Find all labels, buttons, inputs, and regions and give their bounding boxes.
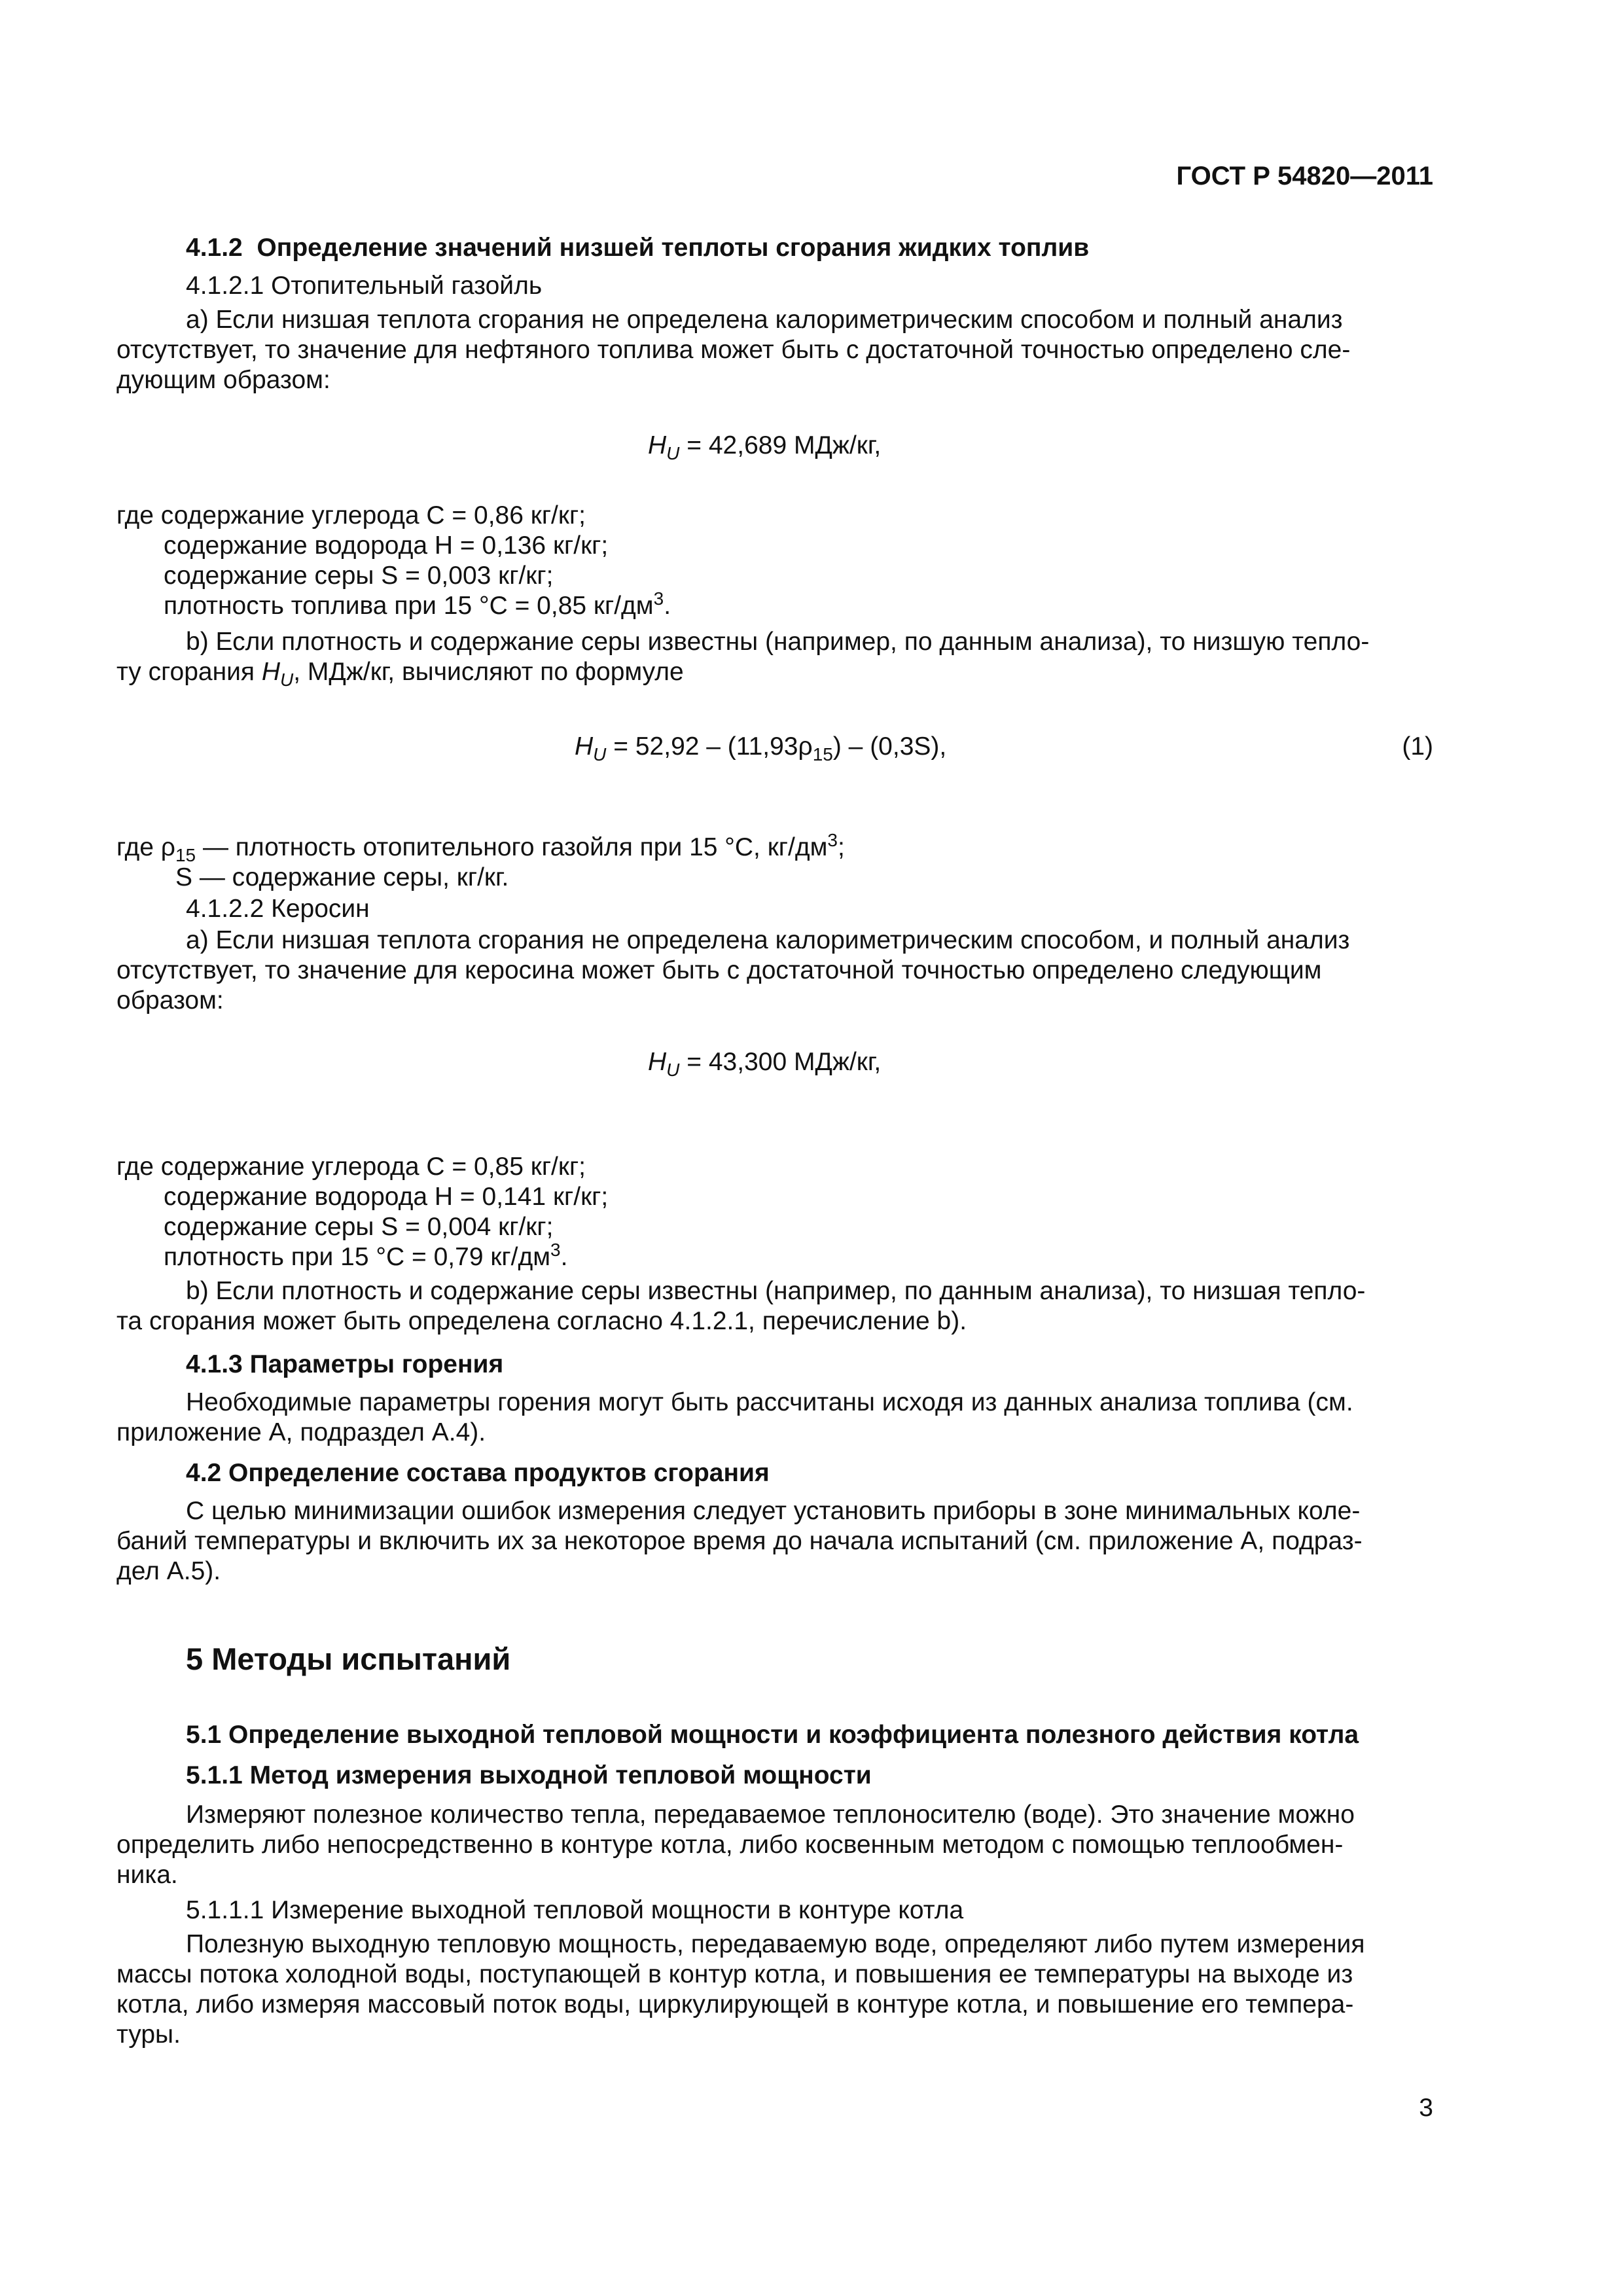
superscript: 3 [827,830,838,850]
formula-variable: H [648,431,667,459]
paragraph-line: b) Если плотность и содержание серы известны (например, по данным анализа), то низшую тепло- [186,628,1370,656]
section-heading-4-1-2 [186,233,1089,263]
where-line: содержание серы S = 0,003 кг/кг; [164,562,554,590]
text: ту сгорания [116,658,262,686]
where-line: содержание водорода H = 0,136 кг/кг; [164,531,609,560]
section-heading-4-2: 4.2 Определение состава продуктов сгорания [186,1459,770,1487]
where-line: где содержание углерода C = 0,86 кг/кг; [116,501,586,529]
paragraph-line: Полезную выходную тепловую мощность, передаваемую воде, определяют либо путем измерения [186,1930,1365,1958]
formula-variable: H [261,658,281,686]
formula-value: = 42,689 МДж/кг, [679,431,882,459]
paragraph-line: приложение А, подраздел А.4). [116,1418,486,1446]
formula-hu-kerosene [648,1047,882,1080]
where-line: S — содержание серы, кг/кг. [175,863,509,891]
formula-hu-gasoil [648,431,881,461]
where-line: содержание серы S = 0,004 кг/кг; [164,1213,554,1241]
paragraph-line: отсутствует, то значение для нефтяного топлива может быть с достаточной точностью определено сле- [116,336,1351,364]
where-text: плотность топлива при 15 °C = 0,85 кг/дм [164,592,654,620]
paragraph-line [116,657,684,690]
where-text: — плотность отопительного газойля при 15 °C, кг/дм [196,833,828,861]
formula-text: = 52,92 – (11,93ρ [606,732,813,761]
formula-subscript: U [593,744,607,764]
subsection-4-1-2-1: 4.1.2.1 Отопительный газойль [186,272,543,300]
formula-subscript: 15 [812,744,833,764]
formula-number: (1) [1402,732,1433,761]
where-end: . [664,592,671,620]
paragraph-line: туры. [116,2020,181,2049]
paragraph-line: дел А.5). [116,1557,221,1585]
formula-text: ) – (0,3S), [832,732,947,761]
formula-subscript: U [666,442,680,463]
section-heading-5-1: 5.1 Определение выходной тепловой мощности и коэффициента полезного действия котла [186,1721,1359,1749]
formula-value: = 43,300 МДж/кг, [679,1048,882,1076]
section-heading-5-1-1: 5.1.1 Метод измерения выходной тепловой мощности [186,1761,872,1789]
paragraph-line: образом: [116,986,224,1014]
chapter-heading-5: 5 Методы испытаний [186,1641,511,1676]
paragraph-line: a) Если низшая теплота сгорания не определена калориметрическим способом, и полный анализ [186,926,1350,954]
paragraph-line: Измеряют полезное количество тепла, передаваемое теплоносителю (воде). Это значение можно [186,1801,1355,1829]
subsection-4-1-2-2: 4.1.2.2 Керосин [186,895,370,923]
paragraph-line: дующим образом: [116,366,330,394]
paragraph-line: котла, либо измеряя массовый поток воды, циркулирующей в контуре котла, и повышение его темпера- [116,1990,1354,2018]
superscript: 3 [653,588,664,609]
page-number: 3 [1419,2094,1433,2122]
paragraph-line: определить либо непосредственно в контуре котла, либо косвенным методом с помощью теплообмен- [116,1831,1344,1859]
paragraph-line: a) Если низшая теплота сгорания не определена калориметрическим способом и полный анализ [186,306,1343,334]
where-line [164,588,671,621]
where-line [164,1242,567,1272]
where-text: плотность при 15 °C = 0,79 кг/дм [164,1243,551,1271]
where-line: где содержание углерода C = 0,85 кг/кг; [116,1153,586,1181]
where-line: содержание водорода H = 0,141 кг/кг; [164,1183,609,1211]
text: , МДж/кг, вычисляют по формуле [293,658,684,686]
formula-variable: H [575,732,594,761]
section-heading-4-1-3: 4.1.3 Параметры горения [186,1350,504,1378]
paragraph-line: баний температуры и включить их за некоторое время до начала испытаний (см. приложение А, подраз- [116,1527,1363,1555]
formula-subscript: U [280,669,294,690]
section-number: 4.1.2 [186,234,243,262]
section-title: Определение значений низшей теплоты сгорания жидких топлив [257,234,1090,262]
paragraph-line: С целью минимизации ошибок измерения следует установить приборы в зоне минимальных коле- [186,1497,1361,1525]
paragraph-line: Необходимые параметры горения могут быть рассчитаны исходя из данных анализа топлива (см. [186,1388,1353,1416]
where-line [116,830,845,865]
paragraph-line: отсутствует, то значение для керосина может быть с достаточной точностью определено следующим [116,956,1322,984]
formula-variable: H [648,1048,667,1076]
subsection-5-1-1-1: 5.1.1.1 Измерение выходной тепловой мощности в контуре котла [186,1896,964,1924]
formula-subscript: U [666,1059,680,1080]
paragraph-line: массы потока холодной воды, поступающей в контур котла, и повышения ее температуры на выходе из [116,1960,1353,1988]
paragraph-line: b) Если плотность и содержание серы известны (например, по данным анализа), то низшая тепло- [186,1277,1366,1305]
formula-1 [575,732,946,762]
superscript: 3 [550,1240,561,1260]
paragraph-line: та сгорания может быть определена согласно 4.1.2.1, перечисление b). [116,1307,967,1335]
paragraph-line: ника. [116,1861,178,1889]
where-end: . [560,1243,568,1271]
subscript: 15 [175,844,196,865]
document-id: ГОСТ Р 54820—2011 [1176,162,1433,190]
where-text: где ρ [116,833,175,861]
where-end: ; [838,833,845,861]
